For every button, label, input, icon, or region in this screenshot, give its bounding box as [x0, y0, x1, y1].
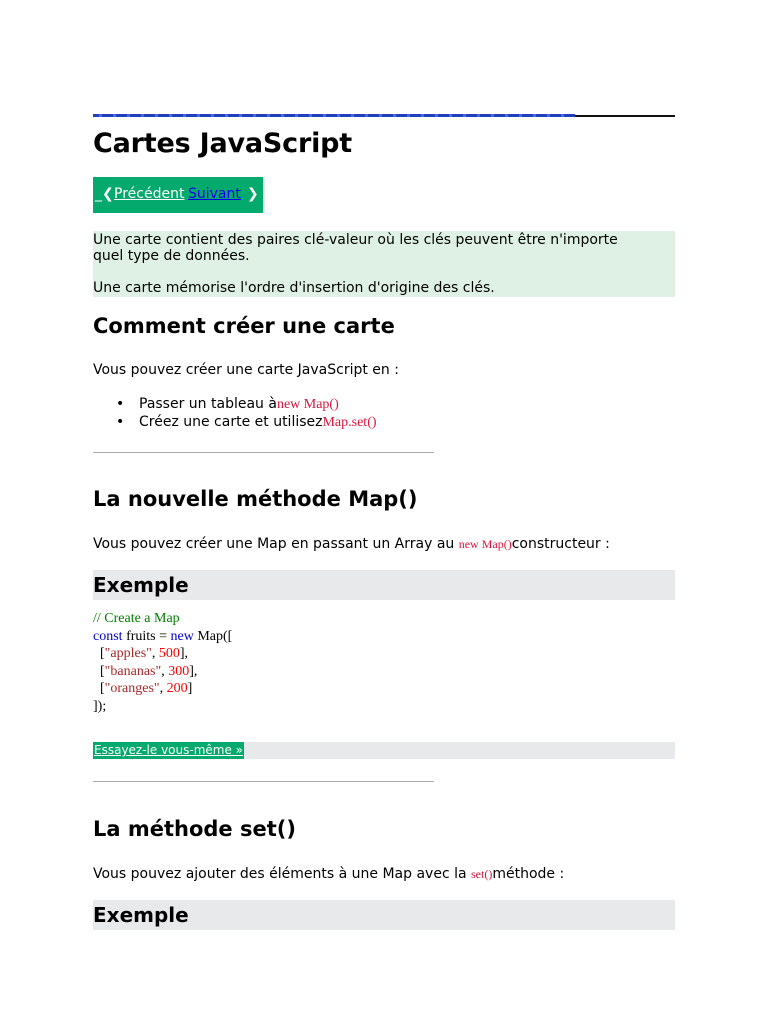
code-text: Map([: [193, 628, 233, 644]
code-block: [93, 610, 232, 715]
new-map-lead-tail: constructeur :: [511, 536, 610, 552]
inline-code: set(): [471, 867, 493, 881]
code-number: 200: [166, 681, 188, 696]
code-text: ,: [161, 663, 169, 679]
inline-code: new Map(): [276, 397, 339, 412]
code-text: fruits =: [122, 628, 171, 644]
chevron-right-icon[interactable]: ❯: [247, 186, 259, 202]
list-item-text: Créez une carte et utilisez: [139, 414, 323, 430]
intro-note: [93, 231, 675, 297]
new-map-lead: [93, 536, 610, 552]
prev-link[interactable]: Précédent: [114, 186, 185, 202]
intro-line-2: quel type de données.: [93, 248, 250, 264]
create-map-list: [93, 396, 377, 432]
code-text: ,: [159, 681, 167, 696]
code-text: [: [93, 663, 105, 679]
code-string: "bananas": [104, 663, 162, 679]
code-number: 500: [158, 646, 180, 661]
top-link-strip[interactable]: [93, 114, 575, 117]
list-item-text: Passer un tableau à: [139, 396, 277, 412]
new-map-lead-text: Vous pouvez créer une Map en passant un Array au: [93, 536, 459, 552]
code-keyword: const: [93, 628, 123, 644]
code-text: ],: [179, 646, 189, 661]
code-text: [: [93, 681, 105, 696]
heading-set-method: La méthode set(): [93, 817, 296, 841]
example-label: Exemple: [93, 573, 189, 597]
code-text: ]: [187, 681, 193, 696]
intro-line-3: Une carte mémorise l'ordre d'insertion d'origine des clés.: [93, 280, 495, 296]
example-header: [93, 900, 675, 930]
code-text: ]);: [93, 698, 107, 714]
create-map-lead: Vous pouvez créer une carte JavaScript en :: [93, 362, 399, 378]
divider: [93, 781, 434, 782]
page-title: Cartes JavaScript: [93, 128, 352, 159]
code-text: [: [93, 646, 105, 661]
bullet-icon: •: [116, 414, 125, 430]
nav-left-mark: _: [95, 186, 102, 202]
divider: [93, 452, 434, 453]
set-method-lead: [93, 866, 564, 882]
list-item: [93, 396, 377, 414]
set-method-lead-text: Vous pouvez ajouter des éléments à une Map avec la: [93, 866, 472, 882]
code-string: "oranges": [104, 681, 160, 696]
bullet-icon: •: [116, 396, 125, 412]
inline-code: new Map(): [458, 537, 512, 551]
example-label: Exemple: [93, 903, 189, 927]
heading-new-map: La nouvelle méthode Map(): [93, 487, 418, 511]
set-method-lead-tail: méthode :: [492, 866, 565, 882]
code-comment: // Create a Map: [93, 611, 180, 626]
intro-line-1: Une carte contient des paires clé-valeur où les clés peuvent être n'importe: [93, 232, 618, 248]
code-number: 300: [168, 663, 190, 679]
code-keyword: new: [170, 628, 194, 644]
list-item: [93, 414, 377, 432]
code-text: ],: [189, 663, 198, 679]
chevron-left-icon[interactable]: ❮: [102, 186, 114, 202]
heading-create-map: Comment créer une carte: [93, 314, 395, 338]
tryit-bar: [93, 742, 675, 759]
top-rule: [93, 115, 675, 117]
inline-code: Map.set(): [322, 415, 377, 430]
code-text: ,: [151, 646, 159, 661]
example-header: [93, 570, 675, 600]
code-string: "apples": [104, 646, 152, 661]
tryit-button[interactable]: Essayez-le vous-même »: [94, 743, 244, 757]
next-link[interactable]: Suivant: [188, 186, 241, 202]
nav-bar: [93, 177, 265, 213]
